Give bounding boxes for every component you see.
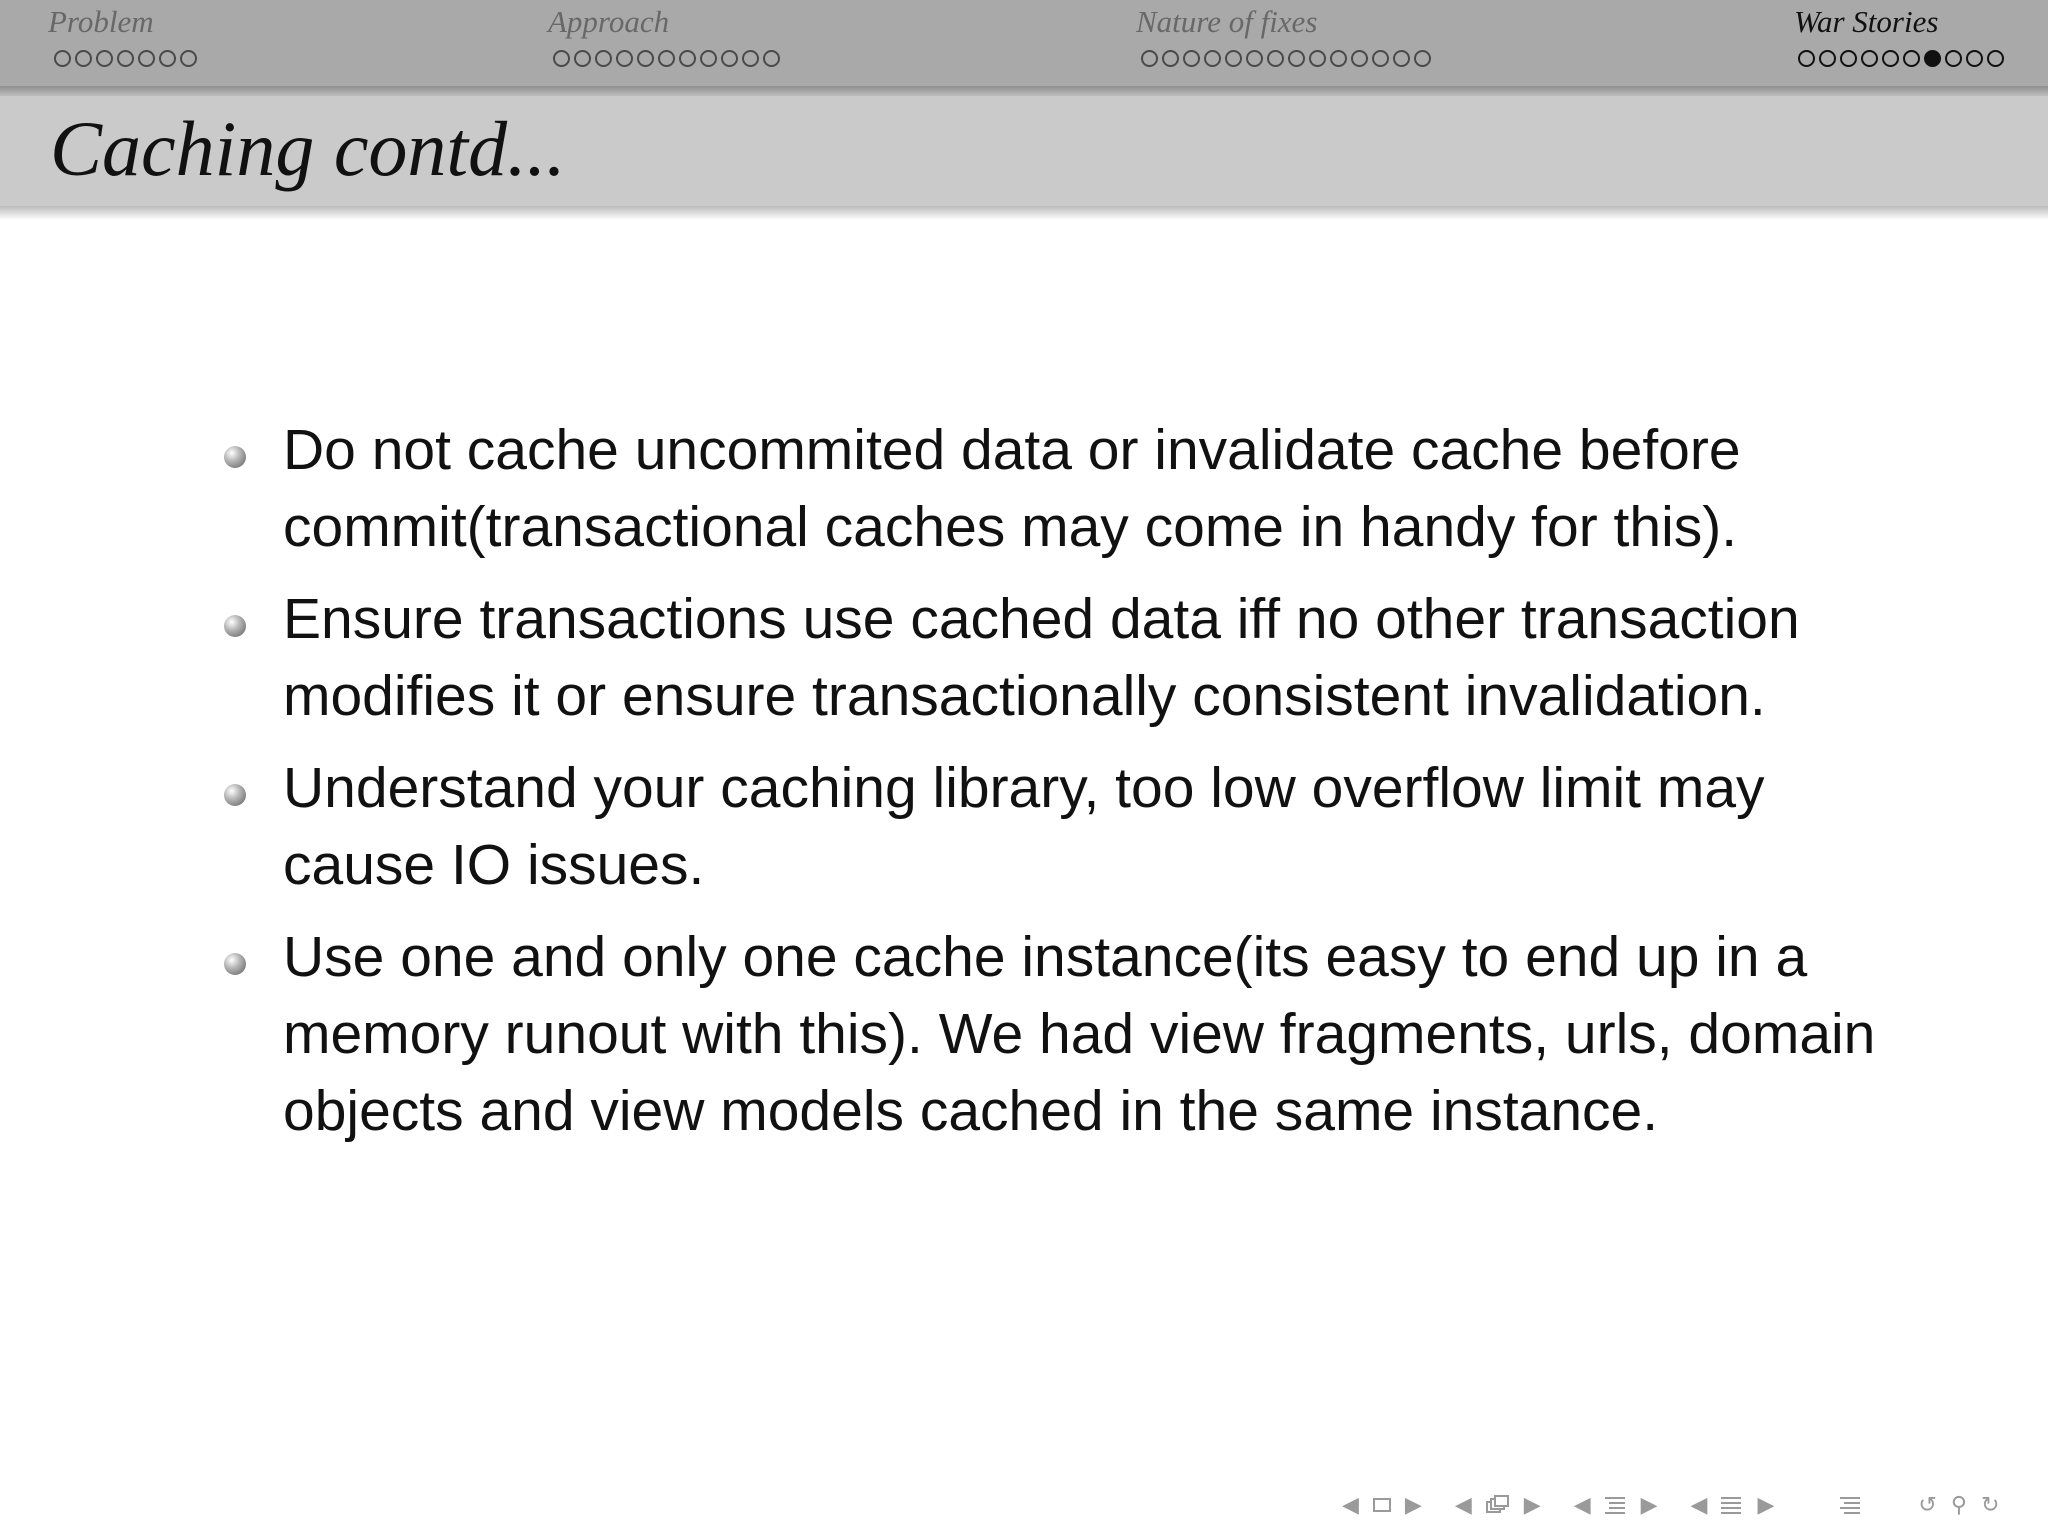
nav-frame-dots: [548, 50, 780, 67]
frame-dot[interactable]: [1819, 50, 1836, 67]
bullet-text: Understand your caching library, too low overflow limit may cause IO issues.: [283, 756, 1765, 897]
beamer-navigation-symbols: [1335, 1490, 2006, 1520]
forward-icon[interactable]: ↻: [1980, 1492, 2000, 1518]
frame-dot[interactable]: [1309, 50, 1326, 67]
bullet-ball-icon: [224, 446, 246, 468]
frame-dot[interactable]: [1246, 50, 1263, 67]
title-bar-shadow: [0, 206, 2048, 220]
frame-dot[interactable]: [1861, 50, 1878, 67]
nav-section-label[interactable]: Problem: [48, 4, 154, 39]
frame-dot[interactable]: [1414, 50, 1431, 67]
frame-dot[interactable]: [1882, 50, 1899, 67]
frame-dot[interactable]: [637, 50, 654, 67]
current-frame-dot[interactable]: [1924, 50, 1941, 67]
frame-dot[interactable]: [54, 50, 71, 67]
frame-dot[interactable]: [721, 50, 738, 67]
frame-dot[interactable]: [1372, 50, 1389, 67]
bullet-ball-icon: [224, 615, 246, 637]
nav-section-war-stories[interactable]: [1794, 4, 2004, 67]
prev-frame-icon[interactable]: ◀: [1454, 1492, 1472, 1518]
prev-slide-icon[interactable]: ◀: [1342, 1492, 1359, 1518]
nav-frame-dots: [1794, 50, 2004, 67]
frame-dot[interactable]: [117, 50, 134, 67]
frame-dot[interactable]: [574, 50, 591, 67]
frame-dot[interactable]: [1330, 50, 1347, 67]
frame-dot[interactable]: [616, 50, 633, 67]
nav-section-label[interactable]: War Stories: [1794, 4, 1939, 39]
frame-dot[interactable]: [1798, 50, 1815, 67]
back-icon[interactable]: ↺: [1918, 1492, 1937, 1518]
section-icon[interactable]: [1721, 1495, 1743, 1515]
nav-section-label[interactable]: Approach: [548, 4, 670, 39]
bullet-item: [220, 412, 1900, 566]
nav-section-approach[interactable]: [548, 4, 780, 67]
prev-section-icon[interactable]: ◀: [1690, 1492, 1708, 1518]
frame-dot[interactable]: [1204, 50, 1221, 67]
bullet-ball-icon: [224, 953, 246, 975]
next-slide-icon[interactable]: ▶: [1404, 1492, 1422, 1518]
bullet-item: [220, 581, 1900, 735]
frame-dot[interactable]: [159, 50, 176, 67]
frame-dot[interactable]: [595, 50, 612, 67]
toc-icon[interactable]: [1840, 1495, 1862, 1515]
frame-dot[interactable]: [96, 50, 113, 67]
frame-dot[interactable]: [1162, 50, 1179, 67]
frame-dot[interactable]: [1987, 50, 2004, 67]
slide-title: Caching contd...: [50, 105, 566, 192]
next-section-icon[interactable]: ▶: [1757, 1492, 1775, 1518]
navbar-shadow: [0, 86, 2048, 96]
frame-dot[interactable]: [1840, 50, 1857, 67]
nav-frame-dots: [1136, 50, 1431, 67]
nav-frame-dots: [48, 50, 197, 67]
frame-dot[interactable]: [553, 50, 570, 67]
frame-dot[interactable]: [1225, 50, 1242, 67]
prev-subsection-icon[interactable]: ◀: [1573, 1492, 1591, 1518]
bullet-text: Do not cache uncommited data or invalidate cache before commit(transactional caches may come in handy for this).: [283, 418, 1741, 559]
frame-dot[interactable]: [1393, 50, 1410, 67]
frame-dot[interactable]: [138, 50, 155, 67]
nav-section-label[interactable]: Nature of fixes: [1136, 4, 1318, 39]
frame-dot[interactable]: [658, 50, 675, 67]
frame-dot[interactable]: [75, 50, 92, 67]
frame-dot[interactable]: [700, 50, 717, 67]
frame-dot[interactable]: [1288, 50, 1305, 67]
frame-icon[interactable]: [1486, 1495, 1510, 1515]
frame-dot[interactable]: [679, 50, 696, 67]
subsection-icon[interactable]: [1605, 1495, 1627, 1515]
next-frame-icon[interactable]: ▶: [1523, 1492, 1541, 1518]
section-navigation-bar: [0, 0, 2048, 86]
nav-section-problem[interactable]: [48, 4, 197, 67]
bullet-text: Use one and only one cache instance(its easy to end up in a memory runout with this). We had view fragments, urls, domain objects and view models cached in the same instance.: [283, 925, 1876, 1143]
frame-dot[interactable]: [1966, 50, 1983, 67]
frame-dot[interactable]: [1903, 50, 1920, 67]
bullet-ball-icon: [224, 784, 246, 806]
search-icon[interactable]: ⚲: [1950, 1492, 1967, 1518]
frame-dot[interactable]: [742, 50, 759, 67]
slide-icon[interactable]: [1373, 1498, 1391, 1512]
nav-section-nature-of-fixes[interactable]: [1136, 4, 1431, 67]
frame-dot[interactable]: [1267, 50, 1284, 67]
frame-dot[interactable]: [1183, 50, 1200, 67]
bullet-text: Ensure transactions use cached data iff no other transaction modifies it or ensure transactionally consistent invalidation.: [283, 587, 1800, 728]
frame-dot[interactable]: [1351, 50, 1368, 67]
frame-dot[interactable]: [1945, 50, 1962, 67]
bullet-item: [220, 750, 1900, 904]
bullet-item: [220, 919, 1900, 1150]
bullet-list: [220, 412, 1900, 1165]
frame-dot[interactable]: [180, 50, 197, 67]
next-subsection-icon[interactable]: ▶: [1640, 1492, 1658, 1518]
frame-dot[interactable]: [763, 50, 780, 67]
frame-dot[interactable]: [1141, 50, 1158, 67]
